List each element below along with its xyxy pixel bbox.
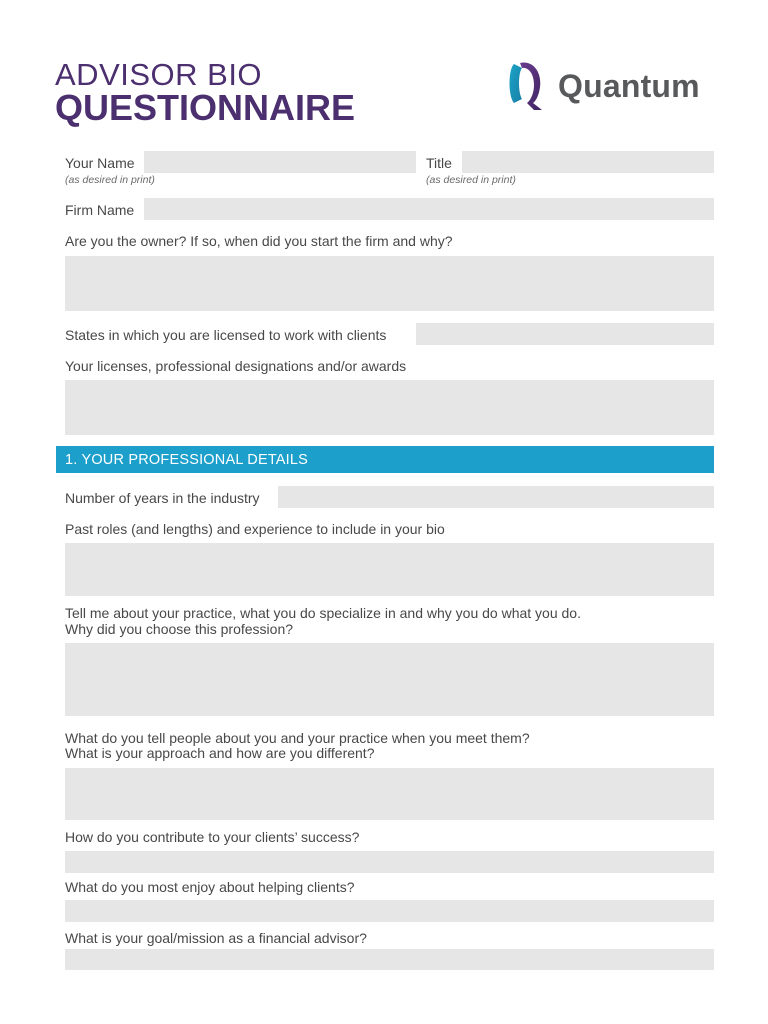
owner-question-label: Are you the owner? If so, when did you start the firm and why? [65, 233, 453, 249]
licenses-label: Your licenses, professional designations and/or awards [65, 358, 407, 374]
title-note: (as desired in print) [426, 174, 516, 186]
approach-label-line1: What do you tell people about you and your practice when you meet them? [65, 730, 530, 746]
states-label: States in which you are licensed to work with clients [65, 327, 387, 343]
licenses-field[interactable] [65, 380, 714, 435]
practice-label-line1: Tell me about your practice, what you do specialize in and why you do what you do. [65, 605, 581, 621]
title-field[interactable] [462, 151, 714, 173]
your-name-label: Your Name [65, 155, 135, 171]
goal-field[interactable] [65, 949, 714, 970]
states-field[interactable] [416, 323, 714, 345]
contribute-label: How do you contribute to your clients’ success? [65, 829, 360, 845]
years-label: Number of years in the industry [65, 490, 260, 506]
firm-name-label: Firm Name [65, 202, 135, 218]
past-roles-label: Past roles (and lengths) and experience to include in your bio [65, 521, 445, 537]
your-name-note: (as desired in print) [65, 174, 155, 186]
your-name-field[interactable] [144, 151, 416, 173]
quantum-q-logo-icon [506, 61, 546, 111]
practice-label-line2: Why did you choose this profession? [65, 621, 294, 637]
years-field[interactable] [278, 486, 714, 508]
contribute-field[interactable] [65, 851, 714, 873]
title-label: Title [426, 155, 452, 171]
enjoy-label: What do you most enjoy about helping clients? [65, 879, 355, 895]
title-questionnaire: QUESTIONNAIRE [55, 87, 356, 128]
section-professional-details-heading: 1. YOUR PROFESSIONAL DETAILS [56, 446, 714, 473]
title-advisor-bio: ADVISOR BIO [55, 57, 263, 92]
practice-field[interactable] [65, 643, 714, 716]
enjoy-field[interactable] [65, 900, 714, 922]
approach-field[interactable] [65, 768, 714, 820]
owner-answer-field[interactable] [65, 256, 714, 311]
approach-label-line2: What is your approach and how are you different? [65, 745, 375, 761]
past-roles-field[interactable] [65, 543, 714, 596]
quantum-logo-text: Quantum [558, 67, 700, 104]
firm-name-field[interactable] [144, 198, 714, 220]
quantum-logo [506, 60, 700, 112]
goal-label: What is your goal/mission as a financial advisor? [65, 930, 367, 946]
